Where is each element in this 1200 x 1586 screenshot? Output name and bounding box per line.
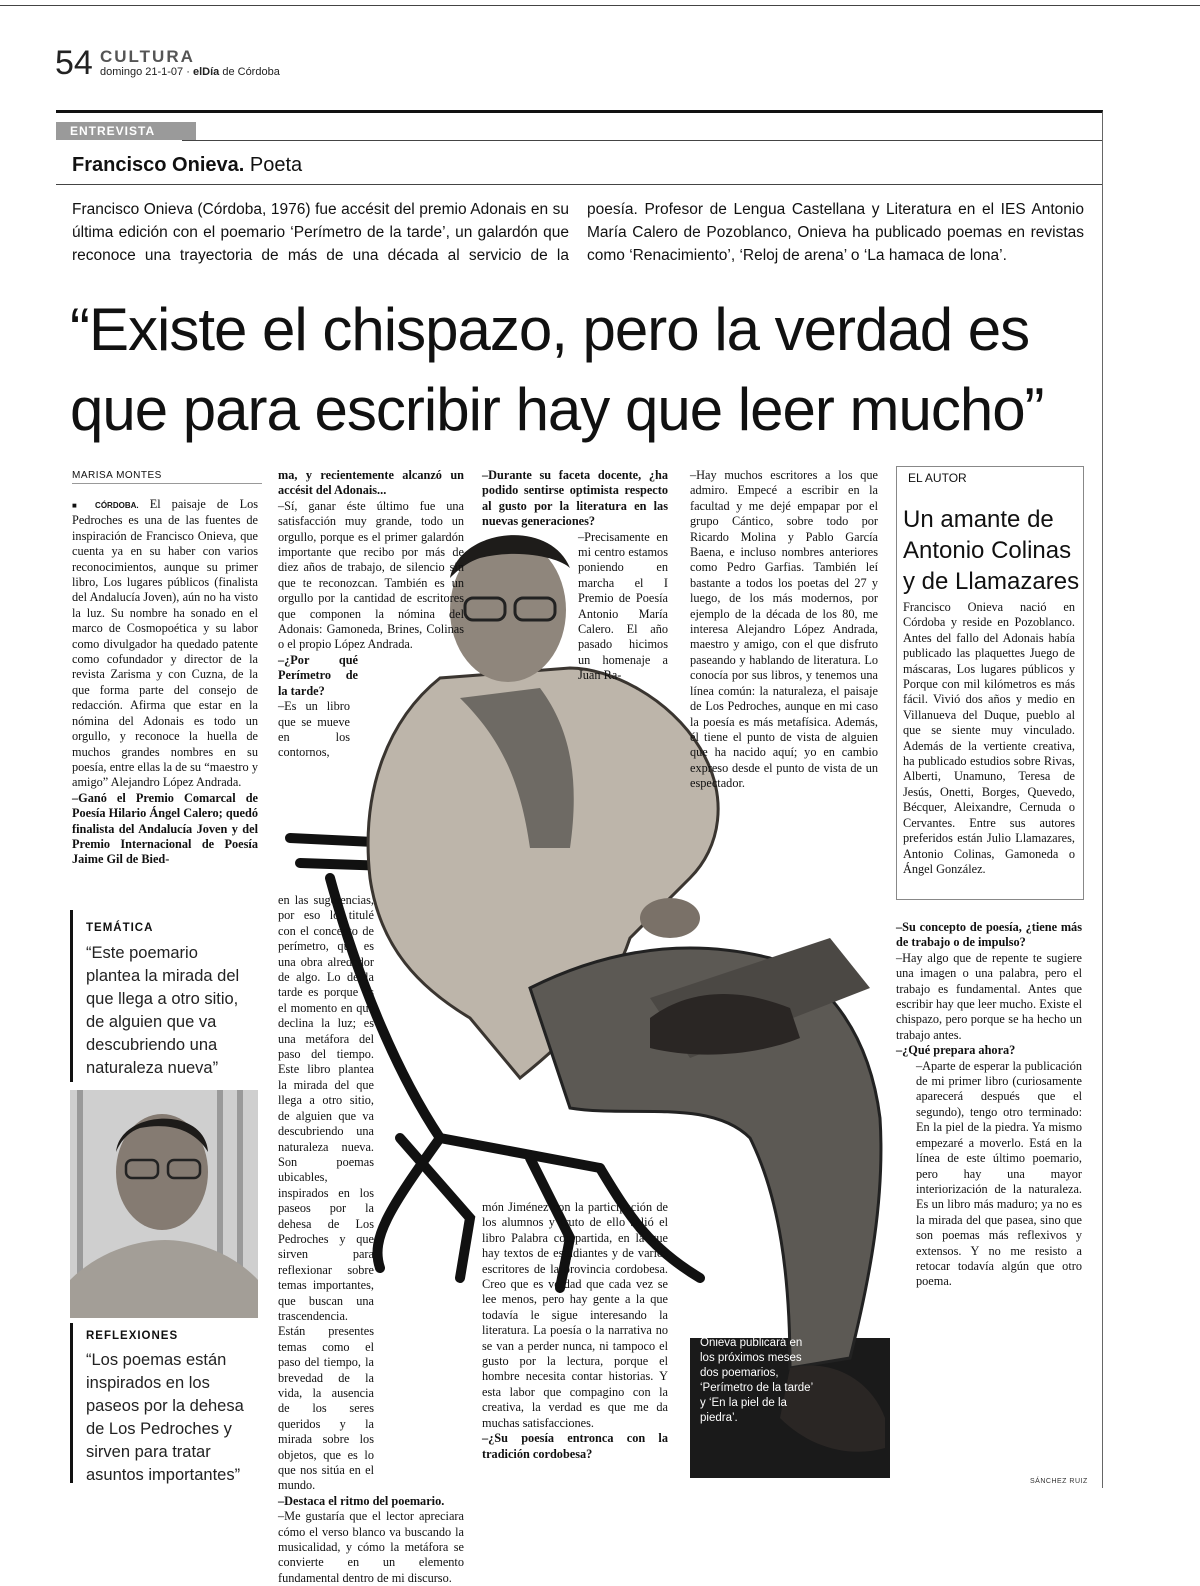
answer: en las sugerencias, por eso lo titulé con el concepto de perímetro, que es una obra alrededor de algo. Lo de la tarde es porque es el momento en que declina la luz; es una metáfora del paso del tiempo. Este libro plantea la mirada del que llega a otro sitio, de alguien que va descubriendo una naturaleza nueva. Son poemas ubicables, inspirados en los paseos por la dehesa de Los Pedroches y que sirven para reflexionar sobre temas importantes, que buscan una trascendencia. Están presentes temas como el paso del tiempo, la brevedad de la vida, la ausencia de los seres queridos y la mirada sobre los objetos, que es lo que nos sitúa en el mundo. (278, 893, 374, 1493)
answer: –Me gustaría que el lector apreciara cómo el verso blanco va buscando la musicalidad, y cómo la metáfora se convierte en un elemento fundamental dentro de mi discurso. (278, 1509, 464, 1585)
dateline (100, 66, 280, 78)
question: –¿Por qué Perímetro de la tarde? (278, 652, 358, 698)
headline: “Existe el chispazo, pero la verdad es que para escribir hay que leer mucho” (70, 296, 1044, 443)
column-2-lower (278, 893, 464, 1586)
paper-suffix: de Córdoba (222, 66, 280, 78)
byline: MARISA MONTES (72, 470, 262, 484)
pullquote-label: REFLEXIONES (86, 1330, 179, 1342)
question: ma, y recientemente alcanzó un accésit del Adonais... (278, 468, 464, 498)
author-box-title: Un amante de Antonio Colinas y de Llamazares (903, 506, 1080, 595)
column-4 (690, 468, 878, 792)
tag-rule (182, 140, 1102, 141)
pullquote-text: “Los poemas están inspirados en los paseos por la dehesa de Los Pedroches y sirven para tratar asuntos importantes” (86, 1351, 244, 1484)
answer: –Precisamente en mi centro estamos poniendo en marcha el I Premio de Poesía Antonio María Calero. El año pasado hicimos un homenaje a Juan Ra- (578, 529, 668, 683)
photo-credit: SÁNCHEZ RUIZ (1030, 1478, 1088, 1485)
paper-name: elDía (192, 66, 220, 78)
answer: –Es un libro que se mueve en los contornos, (278, 699, 350, 760)
page-number: 54 (55, 44, 93, 82)
question: –¿Su poesía entronca con la tradición cordobesa? (482, 1431, 668, 1461)
question: –¿Qué prepara ahora? (896, 1043, 1016, 1058)
column-1 (72, 497, 258, 868)
pullquote-text: “Este poemario plantea la mirada del que llega a otro sitio, de alguien que va descubriendo una naturaleza nueva” (86, 944, 240, 1077)
answer: –Hay algo que de repente te sugiere una imagen o una palabra, pero el trabajo es fundamental. Antes que escribir hay que leer mucho. Existe el chispazo, pero porque se ha hecho un trabajo antes. (896, 950, 1082, 1042)
answer: món Jiménez con la participación de los alumnos y fruto de ello salió el libro Palabra compartida, en la que hay textos de estudiantes y de varios escritores de la provincia cordobesa. Creo que es verdad que cada vez se lee menos, pero hay gente a la que todavía le sigue interesando la literatura. La poesía o la narrativa no se van a perder nunca, ni tampoco el gusto por la lectura, porque el hombre necesita contar historias. Y esta labor que compagino con la creativa, la verdad es que me da muchas satisfacciones. (482, 1200, 668, 1430)
answer: –Sí, ganar éste último fue una satisfacción muy grande, todo un orgullo, porque es el primer galardón importante que recibo por más de diez años de trabajo, de silencio sin que te reconozcan. También es un orgullo por la cantidad de escritores que componen la nómina del Adonais: Gamoneda, Brines, Colinas o el propio López Andrada. (278, 498, 464, 652)
page-top-rule (0, 5, 1200, 6)
question: –Destaca el ritmo del poemario. (278, 1493, 445, 1508)
place-tag: ■ CÓRDOBA. (72, 501, 139, 510)
question: –Ganó el Premio Comarcal de Poesía Hilario Ángel Calero; quedó finalista del Andalucía Joven y del Premio Internacional de Poesía Jaime Gil de Bied- (72, 790, 258, 867)
issue-date: domingo 21-1-07 (100, 66, 184, 78)
kicker-rule (56, 184, 1102, 185)
section-name: CULTURA (100, 47, 195, 66)
answer: –Aparte de esperar la publicación de mi primer libro (curiosamente aparecerá después que el segundo), tengo otro terminado: En la piel de la piedra. Ya mismo empezaré a moverlo. Está en la línea de este último poemario, pero hay una mayor interiorización de la naturaleza. Es un libro más maduro; ya no es la mirada del que pasea, sino que son poemas más reflexivos y extensos. Y no me resisto a retocar todavía algún que otro poema. (916, 1058, 1082, 1289)
photo-caption: Onieva publicará en los próximos meses dos poemarios, ‘Perímetro de la tarde’ y ‘En la piel de la piedra’. (700, 1337, 813, 1424)
kicker-name: Francisco Onieva. (72, 154, 245, 176)
column-3-lower (482, 1200, 668, 1462)
question: –Su concepto de poesía, ¿tiene más de trabajo o de impulso? (896, 920, 1082, 950)
column-3 (482, 468, 668, 684)
portrait-photo (70, 1090, 258, 1318)
pullquote-label: TEMÁTICA (86, 922, 154, 934)
answer: –Hay muchos escritores a los que admiro. Empecé a escribir en la facultad y me dejé empapar por el grupo Cántico, sobre todo por Ricardo Molina y Pablo García Baena, e incluso nombres anteriores como Pedro Garfias. También leí bastante a todos los poetas del 27 y luego, de los más modernos, por ejemplo de la década de los 80, me interesa Alejandro López Andrada, maestro y amigo, con el que disfruto paseando y hablando de literatura. Lo conocía por sus libros, y tenemos una línea común: la naturaleza, el paisaje de Los Pedroches, aunque en mi caso la poesía es más metafísica. Además, él tiene el punto de vista de alguien que ha nacido aquí; yo en cambio expreso desde el punto de vista de un espectador. (690, 468, 878, 791)
author-box-text: Francisco Onieva nació en Córdoba y reside en Pozoblanco. Antes del fallo del Adonais había publicado las plaquettes Juego de máscaras, Los lugares públicos y Porque con mil kilómetros es más fácil. Vivió dos años y medio en Villanueva del Duque, pueblo al que se siente muy vinculado. Además de la vertiente creativa, ha publicado estudios sobre Rivas, Alberti, Unamuno, Teresa de Jesús, Onetti, Borges, Quevedo, Bécquer, Aleixandre, Cernuda o Cervantes. Entre sus autores preferidos están Julio Llamazares, Antonio Colinas, Gamoneda o Ángel González. (903, 600, 1075, 876)
dateline-separator: · (186, 66, 190, 78)
pullquote-bar (70, 1323, 73, 1483)
standfirst: Francisco Onieva (Córdoba, 1976) fue accésit del premio Adonais en su última edición con el poemario ‘Perímetro de la tarde’, un galardón que reconoce una trayectoria de más de una década al servicio de la poesía. Profesor de Lengua Castellana y Literatura en el IES Antonio María Calero de Pozoblanco, Onieva ha publicado poemas en revistas como ‘Renacimiento’, ‘Reloj de arena’ o ‘La hamaca de lona’. (72, 201, 1084, 264)
article-tag: ENTREVISTA (56, 122, 196, 140)
lead-paragraph: El paisaje de Los Pedroches es una de las fuentes de inspiración de Francisco Onieva, que cuenta ya en su haber con varios reconocimientos, aunque su primer libro, Los lugares públicos (finalista del Andalucía Joven), aún no ha visto la luz. Su nombre ha sonado en el marco de Cosmopoética y su labor como divulgador ha quedado patente como cofundador y director de la revista Zarisma y con Cuzna, de la que forma parte del consejo de redacción. Afirma que estar en la nómina del Adonais es todo un orgullo, y reconoce la huella de muchos grandes nombres en su poesía, entre ellas la de su “maestro y amigo” Alejandro López Andrada. (72, 497, 259, 790)
author-box-label: EL AUTOR (908, 471, 967, 485)
column-5 (896, 920, 1082, 1290)
pullquote-bar (70, 910, 73, 1082)
column-2 (278, 468, 464, 761)
kicker (72, 154, 302, 177)
question: –Durante su faceta docente, ¿ha podido sentirse optimista respecto al gusto por la literatura en las nuevas generaciones? (482, 468, 668, 529)
kicker-role: Poeta (249, 154, 303, 176)
